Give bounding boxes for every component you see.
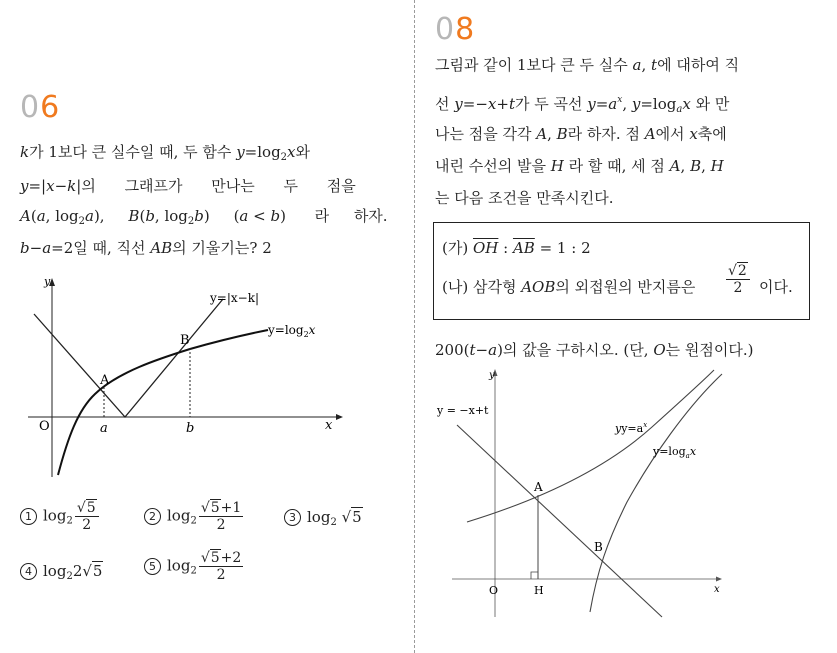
condition-ga: (가) $\overline{OH}$ : $\overline{AB} = 1$ : 2 [442,239,591,257]
question-number-08 [435,12,475,47]
q08-line2-end: 와 만 [690,95,730,113]
condition-na-end: 이다. [759,278,793,296]
choice-4[interactable]: 4 $\log_22√5$ [20,562,103,582]
q06-log-curve [58,330,268,475]
q08-line [457,425,662,617]
q08-line3-text: 나는 점을 각각 [435,125,537,143]
q08-point-b: B [594,540,603,554]
q08-right-angle-mark [531,572,538,579]
q08-text-line-2: 선 y=−x+t가 두 곡선 $y=a^x$, $y=\log_ax$ 와 만 [435,95,730,115]
condition-na-text: 의 외접원의 반지름은 [555,278,696,296]
q06-point-a: A [100,373,110,388]
q08-line1-text: 그림과 같이 1보다 큰 두 실수 [435,56,633,74]
q06-abs-curve [34,299,223,417]
q06-line1-text: 가 1보다 큰 실수일 때, 두 함수 [29,143,237,161]
choice-mark-3: 3 [284,509,301,526]
q06-line2-text: 의 그래프가 만나는 두 점을 [81,177,356,195]
q06-line4-end: 의 기울기는? 2 [172,239,272,257]
q08-line3-end: 축에 [697,125,727,143]
condition-na: (나) 삼각형 AOB의 외접원의 반지름은 [442,278,696,296]
question-number-06 [20,90,60,125]
choice-mark-5: 5 [144,558,161,575]
question-number-digit: 8 [455,12,476,47]
question-number-prefix: 0 [20,90,41,125]
choice-mark-2: 2 [144,508,161,525]
q08-line2-text: 선 [435,95,455,113]
q08-log-curve [590,374,722,612]
q06-axis-x-label: x [325,418,333,433]
choice-1[interactable]: 1 $\log_2$ $\frac{√5}{2}$ [20,500,101,533]
choice-5[interactable]: 5 $\log_2$ $\frac{√5+2}{2}$ [144,550,245,583]
q06-line4-text: 일 때, 직선 [73,239,151,257]
q08-text-line-5: 는 다음 조건을 만족시킨다. [435,189,614,207]
choice-mark-1: 1 [20,508,37,525]
column-divider [414,0,415,653]
q06-text-line-4: b−a=2일 때, 직선 AB의 기울기는? 2 [20,239,272,257]
q08-graph [432,362,732,620]
q08-line3-mid2: 에서 [655,125,690,143]
choice-2[interactable]: 2 $\log_2$ $\frac{√5+1}{2}$ [144,500,245,533]
q06-graph [18,272,348,482]
q08-line1-end: 에 대하여 직 [657,56,740,74]
q08-line4-mid: 라 할 때, 세 점 [563,157,670,175]
q08-text-line-1: 그림과 같이 1보다 큰 두 실수 a, t에 대하여 직 [435,56,740,74]
q08-final-question: 200(t−a)의 값을 구하시오. (단, O는 원점이다.) [435,341,754,359]
q06-text-line-1: k가 1보다 큰 실수일 때, 두 함수 $y=\log_2x$와 [20,143,311,163]
q08-line4-text: 내린 수선의 발을 [435,157,551,175]
q06-text-line-3: A(a, $\log_2a$), B(b, $\log_2b$) (a < b) 라 하자. [20,207,388,227]
question-number-prefix: 0 [435,12,456,47]
q08-final-num: 200 [435,341,464,359]
q08-label-log: $y=\log_ax$ [653,445,697,460]
q08-line2-mid: 가 두 곡선 [514,95,588,113]
q06-label-abs: y=|x−k| [210,291,260,305]
condition-box [433,222,810,320]
q06-text-line-2: y=|x−k|의 그래프가 만나는 두 점을 [20,177,356,195]
choice-3[interactable]: 3 $\log_2 √5$ [284,508,363,528]
q06-point-b: B [180,333,190,348]
q08-axis-x-label: x [714,584,720,595]
q08-foot-h: H [534,584,544,597]
q06-line3-text: 라 하자. [314,207,388,225]
q08-axis-y-label: y [489,370,495,381]
q08-final-text: 의 값을 구하시오. (단, [502,341,654,359]
condition-ga-label: (가) [442,239,469,257]
choice-mark-4: 4 [20,563,37,580]
q08-x-arrow [716,577,722,582]
condition-na-fraction: $\frac{√2}{2}$ [724,263,752,296]
q08-final-end: 는 원점이다.) [665,341,754,359]
q06-tick-b: b [186,421,195,436]
q06-line1-end: 와 [295,143,311,161]
question-number-digit: 6 [40,90,61,125]
q08-point-a: A [534,480,543,494]
q08-text-line-4: 내린 수선의 발을 H 라 할 때, 세 점 A, B, H [435,157,724,175]
q08-origin: O [489,584,499,597]
q06-origin: O [39,419,50,434]
q06-label-log: $y=\log_2x$ [268,323,316,339]
q06-x-arrow [336,414,343,420]
q08-line3-mid: 라 하자. 점 [567,125,645,143]
q08-text-line-3: 나는 점을 각각 A, B라 하자. 점 A에서 x축에 [435,125,727,143]
q06-tick-a: a [100,421,108,436]
q08-label-line: y = −x+t [437,404,489,417]
q06-axis-y-label: y [44,275,51,288]
condition-na-label: (나) 삼각형 [442,278,522,296]
q08-label-exp: $yy=a^x$ [615,421,648,435]
